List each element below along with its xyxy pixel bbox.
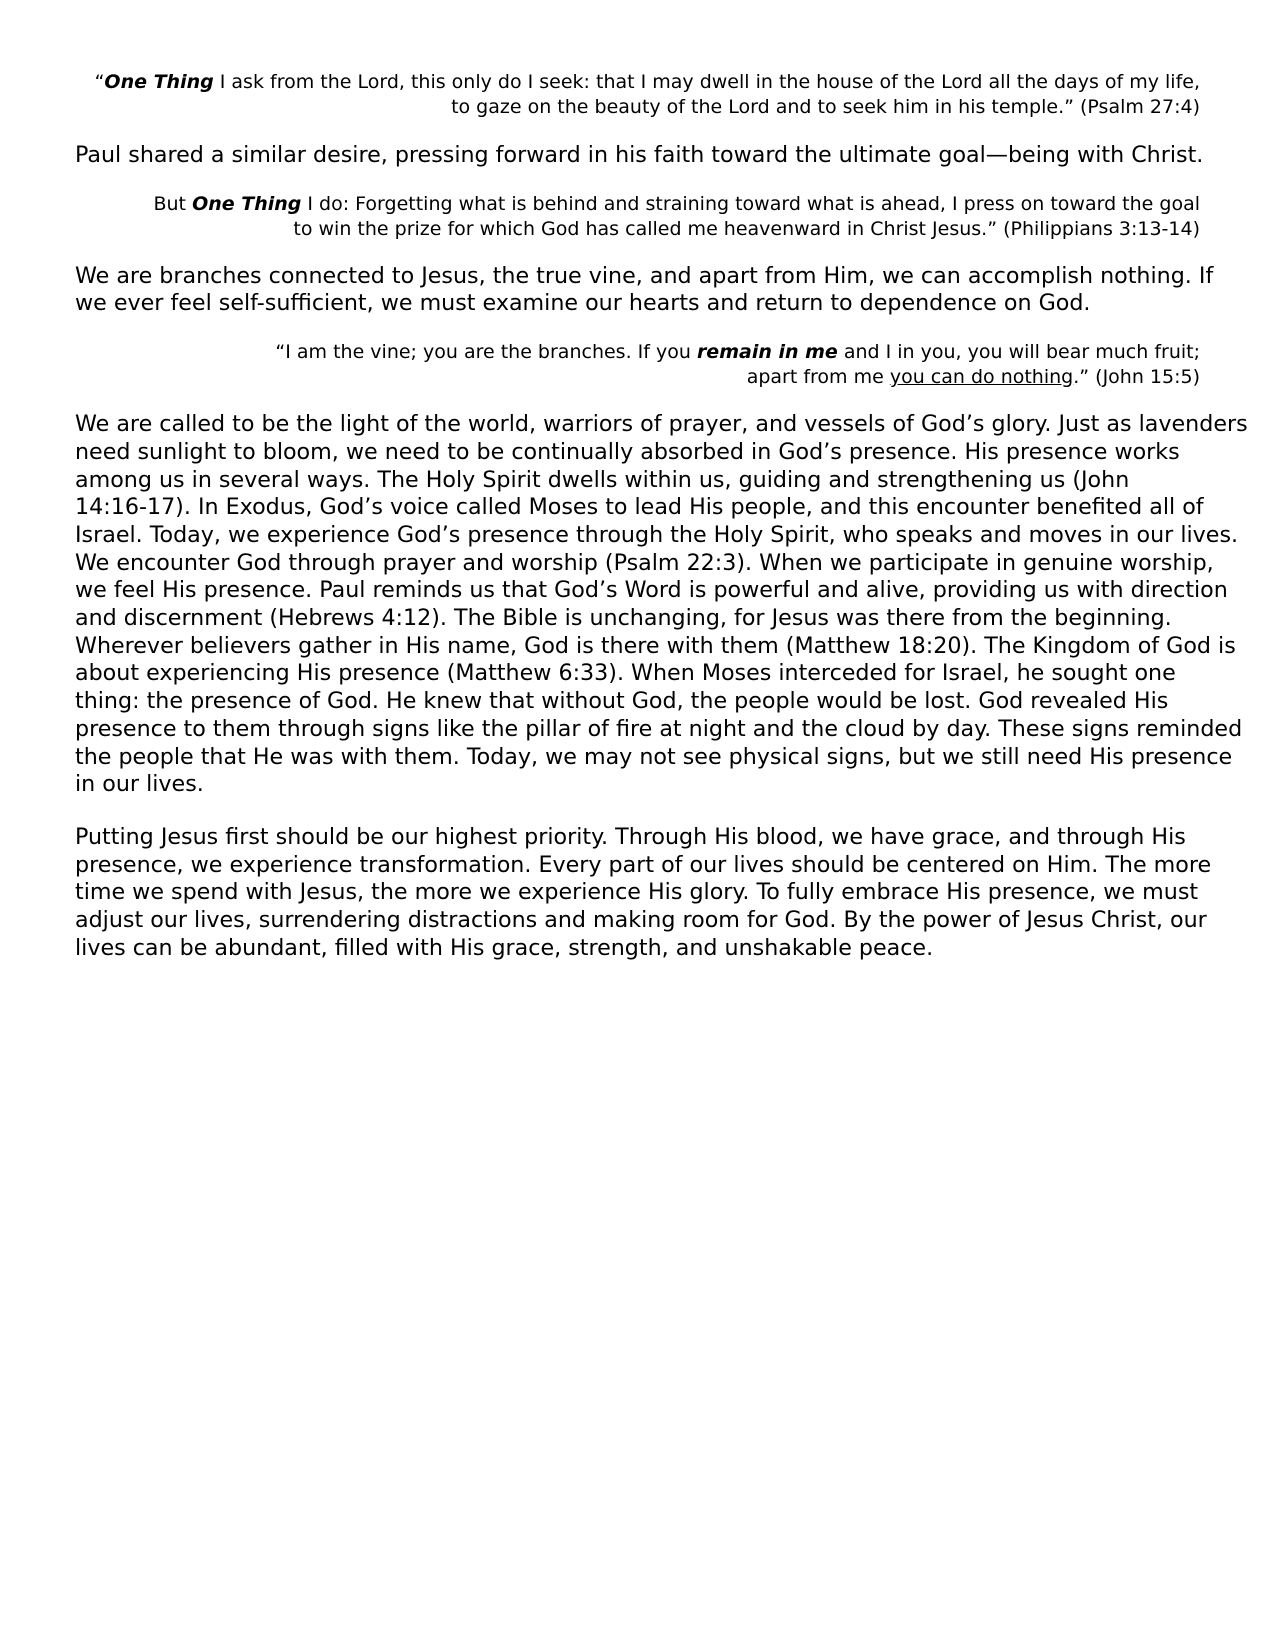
paragraph-line: we ever feel self-sufficient, we must examine our hearts and return to dependence on God. xyxy=(75,290,1091,317)
scripture-quote-philippians-3-13 xyxy=(75,192,1200,242)
paragraph-line: thing: the presence of God. He knew that without God, the people would be lost. God revealed His xyxy=(75,688,1169,715)
paragraph-line: We are branches connected to Jesus, the true vine, and apart from Him, we can accomplish nothing. If xyxy=(75,262,1214,289)
paragraph-line: in our lives. xyxy=(75,771,204,798)
paragraph-line: Israel. Today, we experience God’s presence through the Holy Spirit, who speaks and moves in our lives. xyxy=(75,521,1239,548)
emphasis-one-thing: One Thing xyxy=(192,192,302,215)
quote-line: apart from me you can do nothing.” (John 15:5) xyxy=(746,366,1200,389)
paragraph-line: among us in several ways. The Holy Spirit dwells within us, guiding and strengthening us (John xyxy=(75,466,1130,493)
quote-line: But One Thing I do: Forgetting what is behind and straining toward what is ahead, I press on toward the goal xyxy=(153,192,1200,215)
paragraph-line: need sunlight to bloom, we need to be continually absorbed in God’s presence. His presence works xyxy=(75,438,1180,465)
paragraph-line: Putting Jesus first should be our highest priority. Through His blood, we have grace, and through His xyxy=(75,823,1186,850)
quote-line: to win the prize for which God has called me heavenward in Christ Jesus.” (Philippians 3:13-14) xyxy=(293,217,1200,240)
paragraph-line: we feel His presence. Paul reminds us that God’s Word is powerful and alive, providing us with direction xyxy=(75,577,1228,604)
paragraph-line: adjust our lives, surrendering distractions and making room for God. By the power of Jesus Christ, our xyxy=(75,907,1207,934)
underlined-you-can-do-nothing: you can do nothing xyxy=(889,366,1074,389)
scripture-quote-psalm-27-4 xyxy=(75,70,1200,120)
paragraph-line: about experiencing His presence (Matthew 6:33). When Moses interceded for Israel, he sought one xyxy=(75,660,1176,687)
paragraph-line: lives can be abundant, filled with His grace, strength, and unshakable peace. xyxy=(75,934,934,961)
emphasis-one-thing: One Thing xyxy=(104,71,214,93)
paragraph-paul-desire xyxy=(75,142,1204,170)
paragraph-line: and discernment (Hebrews 4:12). The Bible is unchanging, for Jesus was there from the beginning. xyxy=(75,605,1172,632)
paragraph-branches xyxy=(75,262,1214,318)
document-page xyxy=(75,70,1248,962)
paragraph-line: 14:16-17). In Exodus, God’s voice called Moses to lead His people, and this encounter benefited all of xyxy=(75,494,1204,521)
paragraph-line: We encounter God through prayer and worship (Psalm 22:3). When we participate in genuine worship, xyxy=(75,549,1214,576)
quote-line: “One Thing I ask from the Lord, this only do I seek: that I may dwell in the house of the Lord all the days of my life, xyxy=(94,71,1200,93)
paragraph-line: the people that He was with them. Today, we may not see physical signs, but we still need His presence xyxy=(75,743,1233,770)
quote-line: “I am the vine; you are the branches. If you remain in me and I in you, you will bear much fruit; xyxy=(275,341,1200,364)
paragraph-line: time we spend with Jesus, the more we experience His glory. To fully embrace His presence, we must xyxy=(75,879,1199,906)
paragraph-putting-jesus-first xyxy=(75,823,1212,963)
emphasis-remain-in-me: remain in me xyxy=(696,341,838,364)
quote-line: to gaze on the beauty of the Lord and to seek him in his temple.” (Psalm 27:4) xyxy=(451,96,1200,118)
paragraph-line: We are called to be the light of the world, warriors of prayer, and vessels of God’s glory. Just as lavenders xyxy=(75,411,1248,438)
paragraph-line: presence to them through signs like the pillar of fire at night and the cloud by day. These signs reminded xyxy=(75,715,1243,742)
paragraph-light-of-world xyxy=(75,411,1248,799)
scripture-quote-john-15-5 xyxy=(75,340,1200,390)
paragraph-line: Wherever believers gather in His name, God is there with them (Matthew 18:20). The Kingdom of God is xyxy=(75,632,1236,659)
paragraph-line: presence, we experience transformation. Every part of our lives should be centered on Him. The more xyxy=(75,851,1212,878)
paragraph-line: Paul shared a similar desire, pressing forward in his faith toward the ultimate goal—being with Christ. xyxy=(75,142,1204,168)
